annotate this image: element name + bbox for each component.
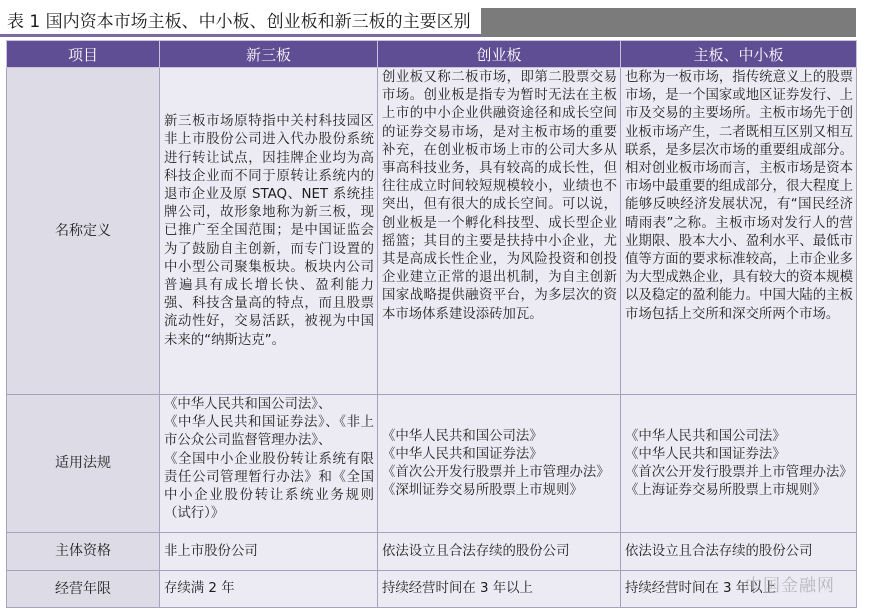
table-row <box>7 395 857 533</box>
table-title: 表 1 国内资本市场主板、中小板、创业板和新三板的主要区别 <box>0 8 481 37</box>
cell-years-zhuban: 持续经营时间在 3 年以上 <box>621 571 857 608</box>
cell-definition-xinsanban: 新三板市场原特指中关村科技园区非上市股份公司进入代办股份系统进行转让试点，因挂牌企业均为高科技企业而不同于原转让系统内的退市企业及原 STAQ、NET 系统挂牌公司，故形象地称为新三板，现已推广至全国范围；是中国证监会为了鼓励自主创新，而专门设置的中小型公司聚集板块。板块内公司普遍具有成长增长快、盈利能力强、科技含量高的特点，而且股票流动性好，交易活跃，被视为中国未来的“纳斯达克”。 <box>160 68 378 395</box>
row-label-subject: 主体资格 <box>7 533 160 571</box>
table-row <box>7 68 857 395</box>
cell-subject-chuangyeban: 依法设立且合法存续的股份公司 <box>378 533 621 571</box>
title-bar <box>0 8 856 37</box>
cell-subject-zhuban: 依法设立且合法存续的股份公司 <box>621 533 857 571</box>
cell-definition-chuangyeban: 创业板又称二板市场，即第二股票交易市场。创业板是指专为暂时无法在主板上市的中小企业供融资途径和成长空间的证券交易市场，是对主板市场的重要补充，在创业板市场上市的公司大多从事高科技业务，具有较高的成长性，但往往成立时间较短规模较小，业绩也不突出，但有很大的成长空间。可以说，创业板是一个孵化科技型、成长型企业摇篮；其目的主要是扶持中小企业，尤其是高成长性企业，为风险投资和创投企业建立正常的退出机制，为自主创新国家战略提供融资平台，为多层次的资本市场体系建设添砖加瓦。 <box>378 68 621 395</box>
header-zhuban: 主板、中小板 <box>621 41 857 68</box>
row-label-definition: 名称定义 <box>7 68 160 395</box>
comparison-table <box>6 40 857 608</box>
table-row <box>7 533 857 571</box>
header-item: 项目 <box>7 41 160 68</box>
cell-years-xinsanban: 存续满 2 年 <box>160 571 378 608</box>
cell-laws-xinsanban: 《中华人民共和国公司法》、 《中华人民共和国证券法》、《非上市公众公司监督管理办法》、 《全国中小企业股份转让系统有限责任公司管理暂行办法》和《全国中小企业股份转让系统业务规则（试行）》 <box>160 395 378 533</box>
header-row <box>7 41 857 68</box>
watermark: 中国金融网 <box>745 576 835 596</box>
cell-definition-zhuban: 也称为一板市场，指传统意义上的股票市场，是一个国家或地区证券发行、上市及交易的主要场所。主板市场先于创业板市场产生，二者既相互区别又相互联系，是多层次市场的重要组成部分。相对创业板市场而言，主板市场是资本市场中最重要的组成部分，很大程度上能够反映经济发展状况，有“国民经济晴雨表”之称。主板市场对发行人的营业期限、股本大小、盈利水平、最低市值等方面的要求标准较高，上市企业多为大型成熟企业，具有较大的资本规模以及稳定的盈利能力。中国大陆的主板市场包括上交所和深交所两个市场。 <box>621 68 857 395</box>
row-label-years: 经营年限 <box>7 571 160 608</box>
cell-subject-xinsanban: 非上市股份公司 <box>160 533 378 571</box>
cell-years-chuangyeban: 持续经营时间在 3 年以上 <box>378 571 621 608</box>
title-rule <box>481 8 856 37</box>
cell-laws-chuangyeban: 《中华人民共和国公司法》 《中华人民共和国证券法》 《首次公开发行股票并上市管理办法》 《深圳证券交易所股票上市规则》 <box>378 395 621 533</box>
row-label-laws: 适用法规 <box>7 395 160 533</box>
header-chuangyeban: 创业板 <box>378 41 621 68</box>
header-xinsanban: 新三板 <box>160 41 378 68</box>
table-row <box>7 571 857 608</box>
cell-laws-zhuban: 《中华人民共和国公司法》 《中华人民共和国证券法》 《首次公开发行股票并上市管理办法》 《上海证券交易所股票上市规则》 <box>621 395 857 533</box>
